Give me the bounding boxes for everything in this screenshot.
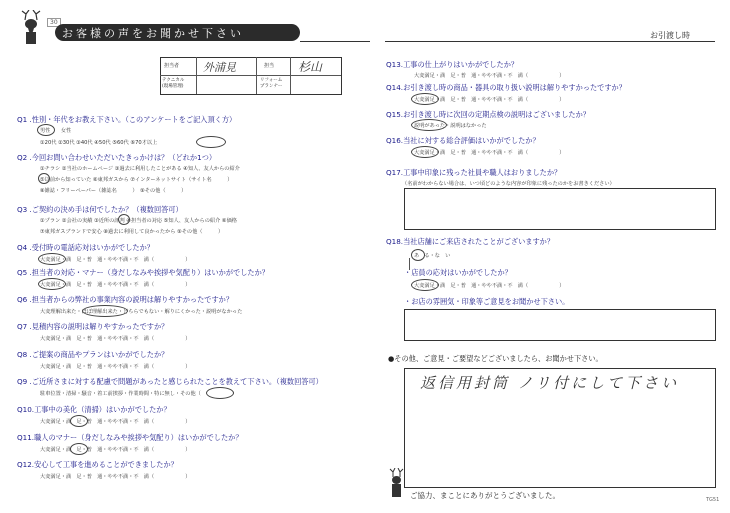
free-comment-handwriting: 返信用封筒 ノリ付にして下さい [420,374,680,392]
q15-text: Q15.お引き渡し時に次回の定期点検の説明はございましたか？ [386,110,590,119]
q6-opt: 大変理解出来た・ほぼ理解出来た・どちらでもない・解りにくかった・説明がなかった [40,309,243,315]
q10-opt: 大変満足・満 足・普 通・やや不満・不 満（ ） [40,419,191,425]
q13-text: Q13.工事の仕上がりはいかがでしたか？ [386,60,519,69]
q1-opt-age: ①20代 ②30代 ③40代 ④50代 ⑤60代 ⑥70才以上 [40,140,158,146]
staff-label-3: 担当 [264,63,275,69]
q1-text: Q1 .性別・年代をお教え下さい。（このアンケートをご記入頂く方） [17,115,237,124]
q1-age-mark [196,136,226,148]
q14-opt: 大変満足・満 足・普 通・やや不満・不 満（ ） [414,97,565,103]
q18a-mark [411,279,439,291]
staff-value-3: 杉山 [298,60,323,74]
q2-mark [38,173,50,184]
q4-text: Q4 .受付時の電話応対はいかがでしたか？ [17,243,154,252]
staff-label-4: リフォーム プランナー [260,78,283,89]
staff-value-1: 外浦見 [203,61,236,74]
q15-opt: 説明があった・説明はなかった [414,123,487,129]
staff-table-col1 [196,57,197,94]
right-header-rule [385,41,715,42]
q18-mark [411,249,425,261]
q5-mark [38,278,66,290]
q3-text: Q3 .ご契約の決め手は何でしたか？（複数回答可） [17,205,183,214]
staff-label-1: 担当者 [164,63,180,69]
right-title: お引渡し時 [650,31,690,40]
q11-opt: 大変満足・満 足・普 通・やや不満・不 満（ ） [40,447,191,453]
q12-text: Q12.安心して工事を進めることができましたか？ [17,460,178,469]
q3-mark [118,214,130,225]
q18a-text: ・店員の応対はいかがでしたか？ [404,268,512,277]
q17-note: （名前がわからない場合は、いつ頃どのような内容が印象に残ったのかをお書きください） [402,181,615,187]
q8-text: Q8 .ご提案の商品やプランはいかがでしたか？ [17,350,169,359]
q1-male-mark [37,124,55,136]
q3-opt-1: ①プラン ②会社の実績 ③近所の評判 ④担当者の対応 ⑤知人、友人からの紹介 ⑥価格 [40,218,237,224]
q2-text: Q2 .今回お問い合わせいただいたきっかけは？（どれか1つ） [17,153,217,162]
deer-icon [384,468,410,498]
footer-code: TG51 [706,497,720,503]
q8-opt: 大変満足・満 足・普 通・やや不満・不 満（ ） [40,364,191,370]
q16-text: Q16.当社に対する総合評価はいかがでしたか？ [386,136,540,145]
header-rule [300,41,370,42]
deer-logo [12,10,52,46]
q17-text: Q17.工事中印象に残った社員や職人はおりましたか？ [386,168,562,177]
q7-text: Q7 .見積内容の説明は解りやすかったですか？ [17,322,169,331]
q9-text: Q9 .ご近所さまに対する配慮で問題があったと感じられたことを教えて下さい。（複数回答可） [17,377,323,386]
q15-mark [411,119,447,131]
q12-opt: 大変満足・満 足・普 通・やや不満・不 満（ ） [40,474,191,480]
footer-deer [384,468,410,498]
deer-icon [12,10,52,46]
q13-opt: 大変満足・満 足・普 通・やや不満・不 満（ ） [414,73,565,79]
q14-mark [411,93,439,105]
q16-opt: 大変満足・満 足・普 通・やや不満・不 満（ ） [414,150,565,156]
q2-opt-1: ①チラシ ②当社のホームページ ③過去に利用したことがある ④知人、友人からの紹介 [40,166,240,172]
footer-thanks: ご協力、まことにありがとうございました。 [410,491,560,500]
staff-table-col3 [290,57,291,94]
q6-text: Q6 .担当者からの弊社の事業内容の説明は解りやすかったですか？ [17,295,234,304]
q5-opt: 大変満足・満 足・普 通・やや不満・不 満（ ） [40,282,191,288]
q9-mark [206,387,234,399]
q2-opt-3: ⑧雑誌・フリーペーパー（雑誌名 ） ⑨その他（ ） [40,188,187,194]
q17-answer-box[interactable] [404,188,716,230]
page-title: お客様の声をお聞かせ下さい [62,27,244,40]
q1-female: 女性 [60,128,72,134]
q9-opt: 駐車位置・清掃・騒音・着工前挨拶・作業時間・特に無し・その他（ ） [40,391,238,397]
q5-text: Q5 .担当者の対応・マナー（身だしなみや挨拶や気配り）はいかがでしたか？ [17,268,269,277]
q18-text: Q18.当社店舗にご来店されたことがございますか？ [386,237,555,246]
q2-opt-2: ⑤以前から知っていた ⑥東邦ガスから ⑦インターネットサイト（サイト名 ） [40,177,233,183]
q18a-opt: 大変満足・満 足・普 通・やや不満・不 満（ ） [414,283,565,289]
free-comment-prompt: ●その他、ご意見・ご要望などございましたら、お聞かせ下さい。 [388,354,603,363]
staff-label-2: テクニカル (現場管理) [162,78,185,89]
q4-opt: 大変満足・満 足・普 通・やや不満・不 満（ ） [40,257,191,263]
q10-text: Q10.工事中の美化（清掃）はいかがでしたか？ [17,405,171,414]
staff-table-col2 [256,57,257,94]
q18b-text: ・お店の雰囲気・印象等ご意見をお聞かせ下さい。 [404,297,570,306]
q1-male: 男性 [40,128,51,134]
q3-opt-2: ⑦東邦ガスブランドで安心 ⑧過去に利用して良かったから ⑨その他（ ） [40,229,224,235]
q11-mark [70,443,88,455]
q16-mark [411,146,439,158]
q18b-answer-box[interactable] [404,309,716,341]
q4-mark [38,253,66,265]
q18-opt: あ る・な い [414,253,451,259]
q7-opt: 大変満足・満 足・普 通・やや不満・不 満（ ） [40,336,191,342]
staff-table-row-divider [160,75,341,76]
q10-mark [70,415,88,427]
badge: 30 [47,18,61,27]
q14-text: Q14.お引き渡し時の商品・器具の取り扱い説明は解りやすかったですか？ [386,83,626,92]
q6-mark [82,305,128,317]
q11-text: Q11.職人のマナー（身だしなみや挨拶や気配り）はいかがでしたか？ [17,433,243,442]
